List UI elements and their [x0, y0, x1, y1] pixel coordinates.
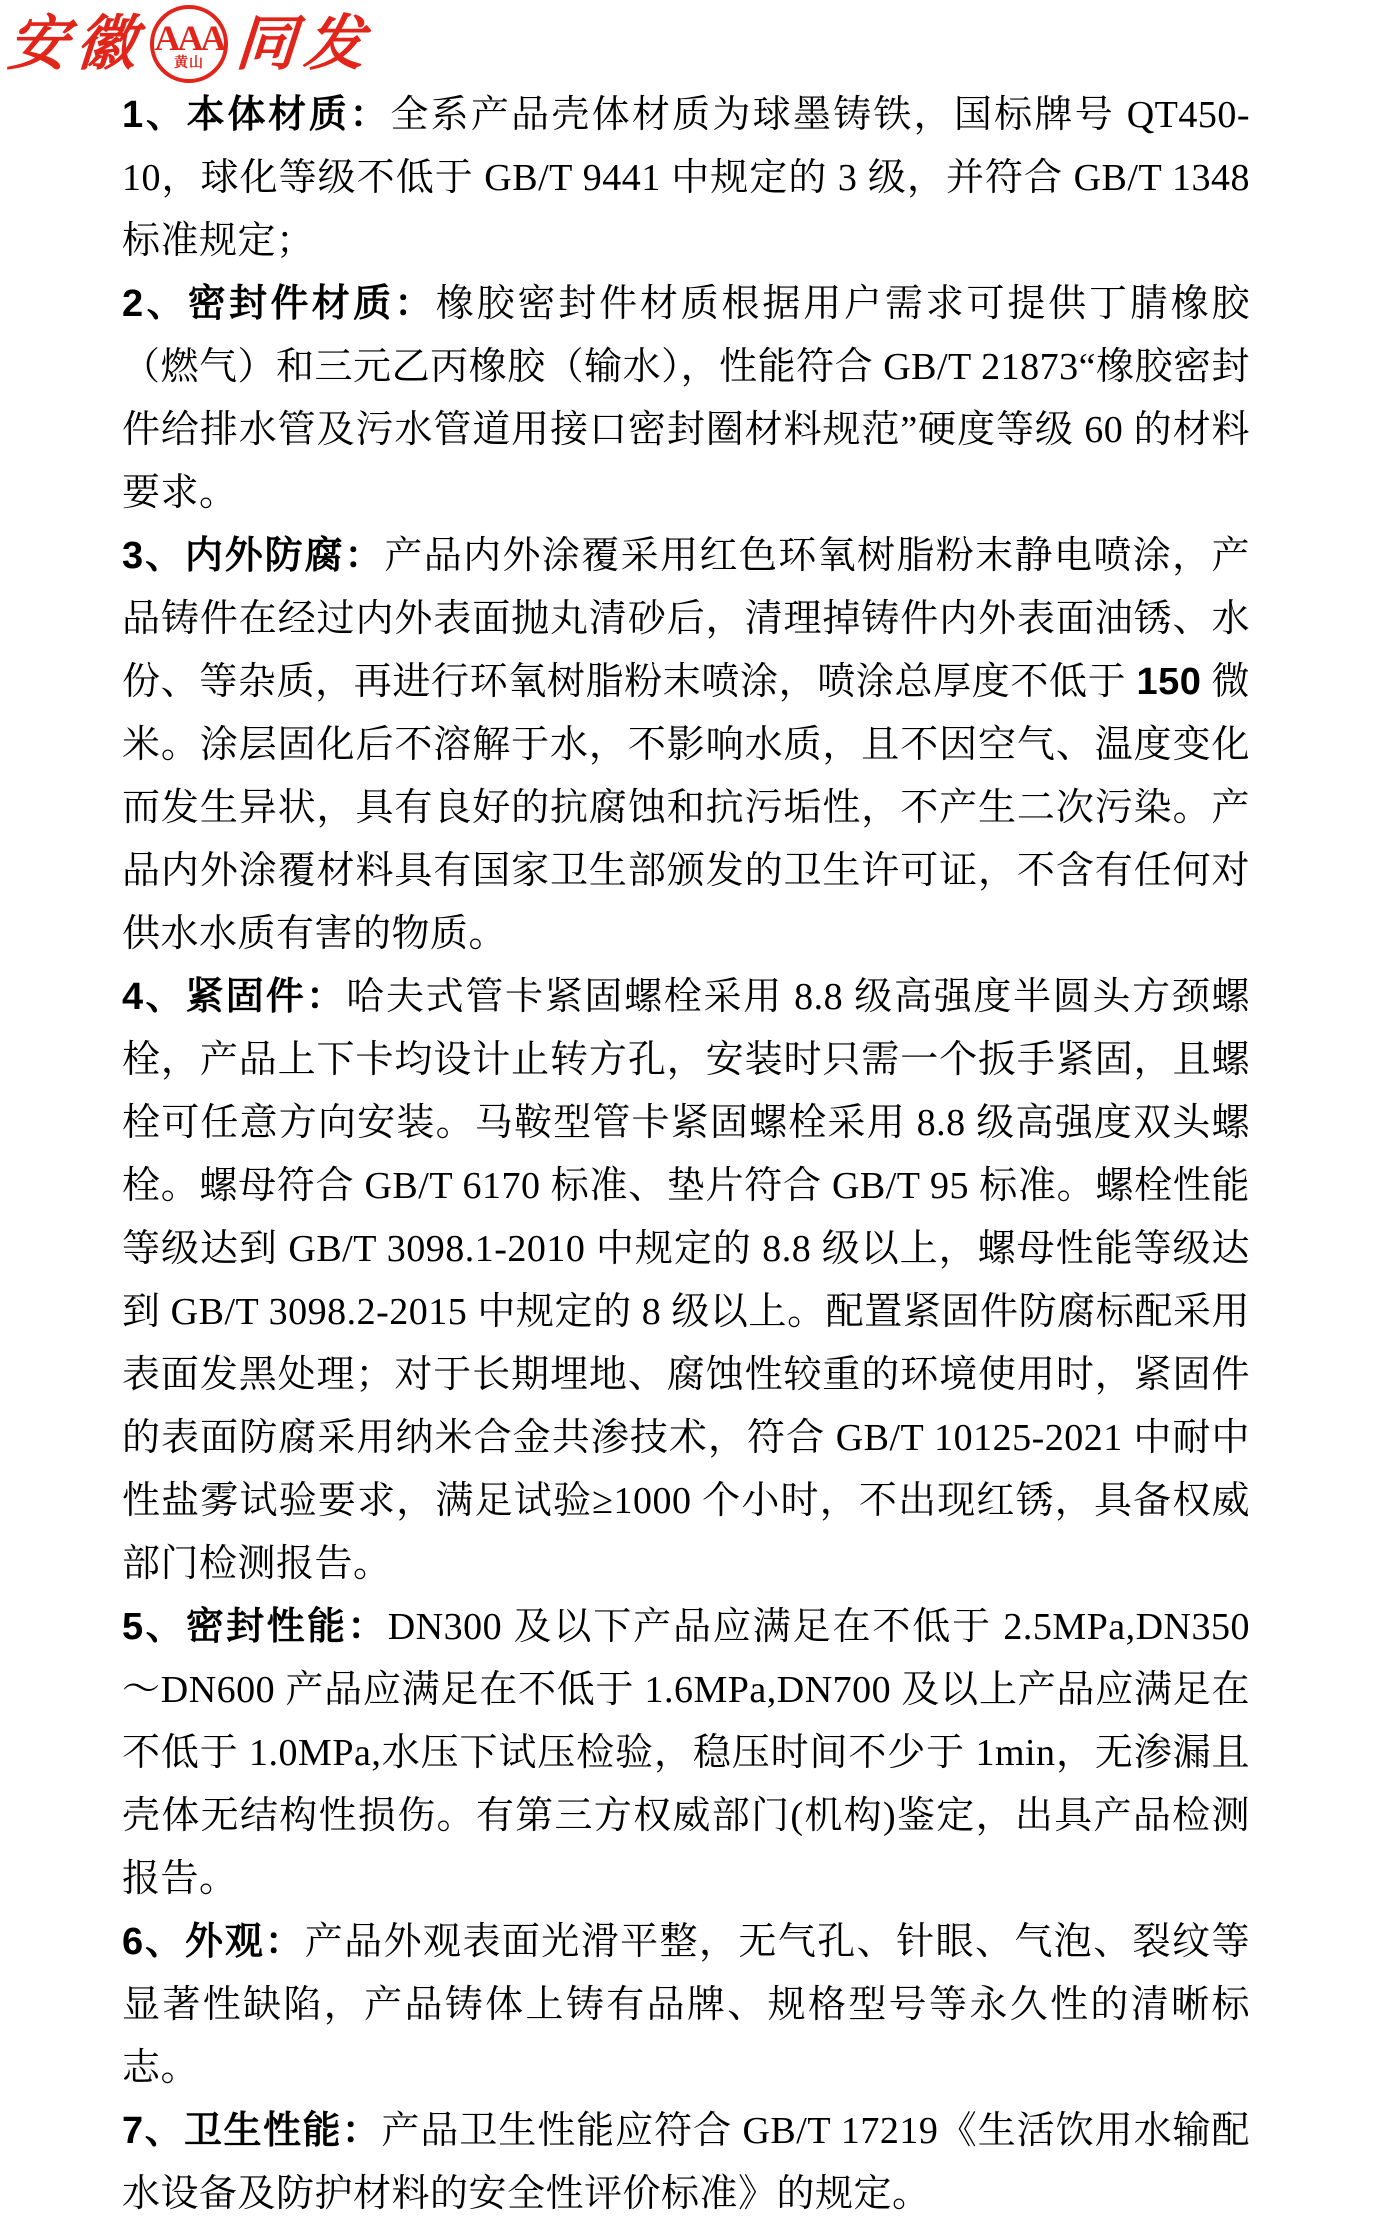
paragraph-emphasized-value: 150 [1136, 661, 1202, 703]
logo-text-tongfa: 同发 [233, 11, 375, 77]
spec-paragraph-6 [122, 1911, 1250, 2100]
paragraph-text: 产品外观表面光滑平整，无气孔、针眼、气泡、裂纹等显著性缺陷，产品铸体上铸有品牌、规格型号等永久性的清晰标志。 [122, 1921, 1250, 2089]
logo-huangshan-text: 黄山 [174, 56, 204, 72]
spec-paragraph-5 [122, 1596, 1250, 1911]
logo-text-anhui: 安徽 [5, 11, 147, 77]
paragraph-text: 产品卫生性能应符合 GB/T 17219《生活饮用水输配水设备及防护材料的安全性评价标准》的规定。 [122, 2110, 1251, 2215]
paragraph-heading: 2、密封件材质： [122, 283, 436, 325]
paragraph-heading: 7、卫生性能： [122, 2110, 382, 2152]
spec-paragraph-4 [122, 966, 1250, 1596]
paragraph-heading: 6、外观： [122, 1921, 305, 1963]
paragraph-text: 微米。涂层固化后不溶解于水，不影响水质，且不因空气、温度变化而发生异状，具有良好的抗腐蚀和抗污垢性，不产生二次污染。产品内外涂覆材料具有国家卫生部颁发的卫生许可证，不含有任何对供水水质有害的物质。 [122, 661, 1250, 955]
paragraph-text: 全系产品壳体材质为球墨铸铁，国标牌号 QT450-10，球化等级不低于 GB/T 9441 中规定的 3 级，并符合 GB/T 1348 标准规定； [122, 94, 1251, 262]
paragraph-heading: 5、密封性能： [122, 1606, 388, 1648]
spec-paragraph-1 [122, 84, 1250, 273]
spec-paragraph-7 [122, 2100, 1250, 2226]
paragraph-text: DN300 及以下产品应满足在不低于 2.5MPa,DN350～DN600 产品应满足在不低于 1.6MPa,DN700 及以上产品应满足在不低于 1.0MPa,水压下试压检验，稳压时间不少于 1min，无渗漏且壳体无结构性损伤。有第三方权威部门(机构)鉴定，出具产品检测报告。 [122, 1606, 1250, 1900]
spec-paragraph-3 [122, 525, 1250, 966]
logo-aaa-text: AAA [154, 18, 224, 59]
paragraph-heading: 3、内外防腐： [122, 535, 385, 577]
paragraph-text: 产品内外涂覆采用红色环氧树脂粉末静电喷涂，产品铸件在经过内外表面抛丸清砂后，清理掉铸件内外表面油锈、水份、等杂质，再进行环氧树脂粉末喷涂，喷涂总厚度不低于 [122, 535, 1250, 703]
spec-text-block [122, 84, 1250, 2226]
paragraph-heading: 4、紧固件： [122, 976, 347, 1018]
paragraph-heading: 1、本体材质： [122, 94, 391, 136]
spec-paragraph-2 [122, 273, 1250, 525]
paragraph-text: 橡胶密封件材质根据用户需求可提供丁腈橡胶（燃气）和三元乙丙橡胶（输水），性能符合 GB/T 21873“橡胶密封件给排水管及污水管道用接口密封圈材料规范”硬度等级 60 的材料要求。 [122, 283, 1250, 514]
paragraph-text: 哈夫式管卡紧固螺栓采用 8.8 级高强度半圆头方颈螺栓，产品上下卡均设计止转方孔，安装时只需一个扳手紧固，且螺栓可任意方向安装。马鞍型管卡紧固螺栓采用 8.8 级高强度双头螺栓。螺母符合 GB/T 6170 标准、垫片符合 GB/T 95 标准。螺栓性能等级达到 GB/T 3098.1-2010 中规定的 8.8 级以上，螺母性能等级达到 GB/T 3098.2-2015 中规定的 8 级以上。配置紧固件防腐标配采用表面发黑处理；对于长期埋地、腐蚀性较重的环境使用时，紧固件的表面防腐采用纳米合金共渗技术，符合 GB/T 10125-2021 中耐中性盐雾试验要求，满足试验≥1000 个小时，不出现红锈，具备权威部门检测报告。 [122, 976, 1250, 1585]
logo-aaa-badge [150, 5, 228, 83]
company-logo [5, 4, 375, 84]
